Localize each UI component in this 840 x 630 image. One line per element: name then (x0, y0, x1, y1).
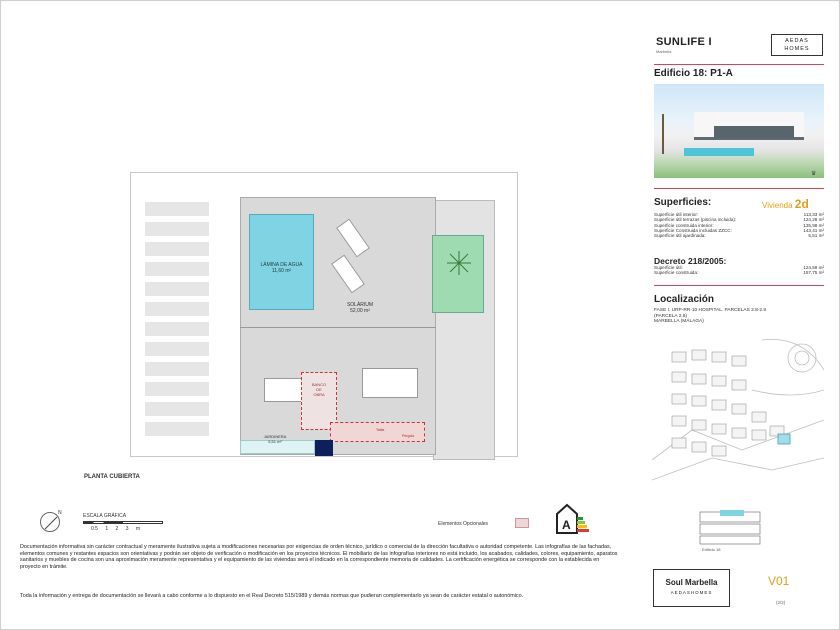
north-arrow-icon (40, 512, 60, 532)
areas-table (654, 212, 824, 238)
plan-strip (145, 362, 209, 376)
accent-rule (654, 285, 824, 286)
optional-legend-label: Elementos Opcionales (438, 521, 489, 527)
optional-label: Pérgola (402, 434, 415, 438)
bbq-line: OBRA (313, 392, 325, 397)
legal-note: Toda la información y entrega de documentación se llevará a cabo conforme a lo dispuesto en el Real Decreto 515/1989 y demás normas que pudieran complementarlo ya sean de carácter estatal o autonómico. (20, 593, 524, 599)
area-value: 5,51 m² (808, 233, 824, 239)
areas-title: Superficies: (654, 197, 712, 208)
brand-line: HOMES (784, 46, 810, 52)
render-watermark-icon: ♛ (811, 171, 817, 177)
area-label: Superficie útil interior: (654, 212, 699, 217)
location-text (654, 308, 824, 325)
area-label: Superficie construida interior: (654, 222, 714, 228)
brand-line: AEDAS (785, 38, 809, 44)
unit-type-prefix: Vivienda (762, 201, 793, 210)
plan-strip (145, 342, 209, 356)
decree-value: 157,75 m² (803, 270, 824, 276)
palm-icon (446, 250, 472, 276)
plan-strip (145, 282, 209, 296)
render-pool (684, 148, 754, 156)
render-glazing (714, 126, 794, 138)
scale-ticks (91, 526, 140, 532)
area-row (654, 233, 824, 238)
soul-marbella-logo (653, 569, 730, 607)
soul-logo-title: Soul Marbella (665, 578, 718, 587)
bbq-line: DE (316, 387, 322, 392)
solarium-label-name: SOLÁRIUM (346, 302, 374, 308)
decree-label: Superficie útil: (654, 265, 683, 270)
plan-strip (145, 242, 209, 256)
north-label: N (58, 510, 62, 516)
decree-value: 124,59 m² (803, 265, 824, 270)
unit-type (762, 197, 809, 211)
highlighted-plot (778, 434, 790, 444)
optional-elements-zone (330, 422, 425, 442)
area-value: 135,98 m² (803, 222, 824, 228)
decree-label: Superficie construida: (654, 270, 699, 276)
area-value: 143,41 m² (803, 227, 824, 233)
key-plan-label: Edificio 18 (702, 547, 721, 552)
plan-strip (145, 402, 209, 416)
bench (264, 378, 302, 402)
version-label: V01 (768, 574, 790, 588)
accent-rule (654, 188, 824, 189)
scale-tick: 1 (105, 526, 109, 532)
aedas-logo (771, 34, 823, 56)
area-label: Superficie útil ajardinada: (654, 233, 706, 239)
planter-label (250, 435, 300, 444)
plan-strip (145, 302, 209, 316)
divider-line (240, 327, 436, 328)
solarium-label (330, 302, 390, 314)
plan-title: PLANTA CUBIERTA (84, 474, 140, 480)
plan-strip (145, 262, 209, 276)
scale-tick: 0.5 (91, 526, 98, 532)
decree-row (654, 270, 824, 275)
project-title: SUNLIFE I (656, 36, 712, 48)
optional-legend-swatch (515, 518, 529, 528)
location-line: MARBELLA (MÁLAGA) (654, 319, 704, 325)
area-label: Superficie útil terrazas (piscina incluida): (654, 217, 737, 223)
decree-table (654, 265, 824, 276)
scale-title: ESCALA GRÁFICA (83, 513, 127, 519)
scale-tick: 3 m (125, 526, 141, 532)
soul-logo-sub: AEDASHOMES (670, 590, 713, 595)
decree-title: Decreto 218/2005: (654, 256, 727, 266)
pool-label-name: LÁMINA DE AGUA (260, 262, 303, 268)
area-value: 113,33 m² (803, 212, 824, 217)
accent-rule (654, 64, 824, 65)
scale-bar (83, 521, 163, 524)
location-title: Localización (654, 294, 715, 305)
unit-type-value: 2d (794, 197, 809, 211)
page-number: (2/2) (776, 600, 786, 605)
project-subtitle: Marbella (656, 49, 672, 54)
plan-strip (145, 382, 209, 396)
energy-rating-letter: A (562, 518, 571, 532)
location-line: (PARCELA 2.8) (654, 313, 687, 319)
floor-plan (130, 172, 518, 457)
site-map (652, 330, 824, 490)
render-palm (662, 114, 672, 154)
scale-tick: 2 (115, 526, 119, 532)
optional-label: Tabla (376, 428, 385, 432)
planter-label-area: 5,51 m² (268, 438, 282, 444)
energy-rating-icon (556, 503, 590, 535)
key-plan (680, 506, 780, 552)
bbq-line: BANCO (311, 382, 327, 387)
masonry-bench-label (302, 382, 336, 397)
stair-access (315, 440, 333, 456)
plan-strip (145, 202, 209, 216)
plan-strip (145, 222, 209, 236)
building-title: Edificio 18: P1-A (654, 68, 733, 79)
plan-strip (145, 422, 209, 436)
area-label: Superficie Construida incluidas ZZCC: (654, 227, 732, 233)
dining-table (362, 368, 418, 398)
planter-label-name: JARDINERA (263, 434, 287, 439)
plan-strip (145, 322, 209, 336)
area-value: 124,28 m² (803, 217, 824, 223)
building-render (654, 84, 824, 178)
pool-label (249, 262, 314, 274)
disclaimer: Documentación informativa sin carácter contractual y meramente ilustrativa sujeta a modificaciones necesarias por exigencias de orden técnico, jurídico o comercial de la dirección facultativa o autoridad competente. Las infografías de las fachadas, elementos comunes y restantes espacios son orientativas y podrán ser objeto de verificación o modificación en los proyectos técnicos. El mobiliario de las infografías interiores no está incluido, los acabados, calidades, colores, equipamiento, aparatos sanitarios y muebles de cocina son una aproximación meramente representativa y el equipamiento de las viviendas será el indicado en la correspondiente memoria de calidades. La certificación energética se corresponde con la establecida en proyecto en trámite. (20, 544, 618, 570)
solarium-label-area: 52,00 m² (350, 308, 370, 314)
pool-label-area: 11,60 m² (271, 268, 292, 274)
location-line: FASE I. URP-RR-10 HOSPITAL. PARCELAS 2.8-2.9 (654, 308, 767, 313)
